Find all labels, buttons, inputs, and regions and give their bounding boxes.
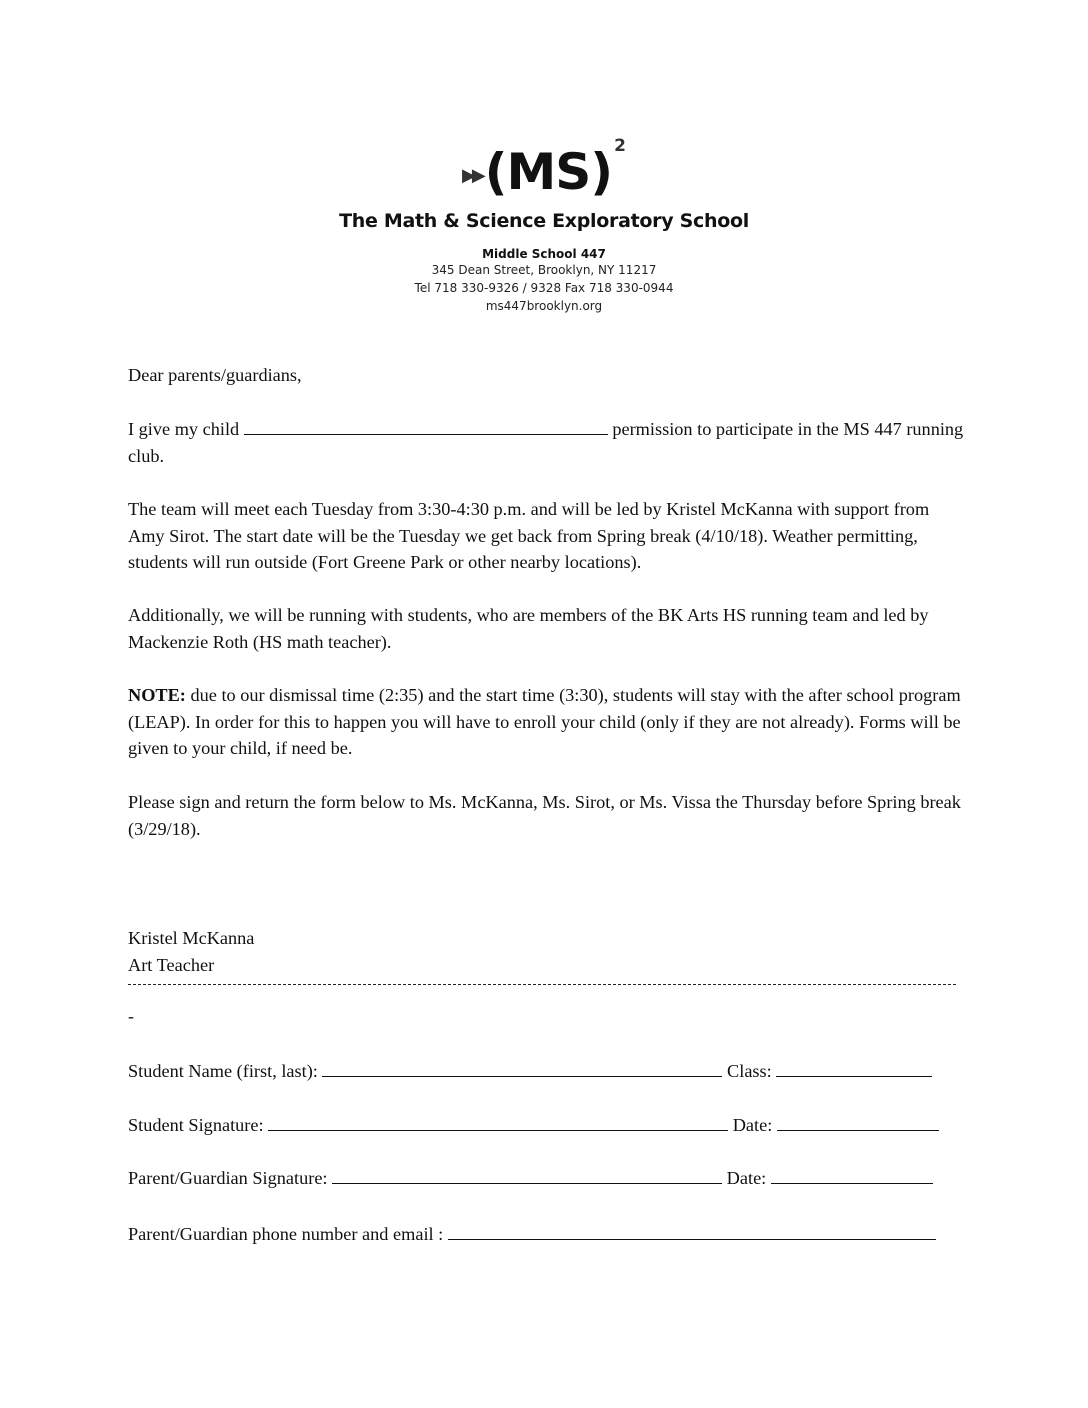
parent-date-field[interactable]: [771, 1165, 933, 1184]
contact-field[interactable]: [448, 1221, 936, 1240]
date-label: Date:: [726, 1168, 767, 1188]
student-name-label: Student Name (first, last):: [128, 1061, 318, 1081]
logo-text: (MS): [484, 143, 613, 201]
student-signature-row: [128, 1112, 939, 1138]
schedule-paragraph: The team will meet each Tuesday from 3:30-4:30 p.m. and will be led by Kristel McKanna with support from Amy Sirot. The start date will be the Tuesday we get back from Spring break (4/10/18). Weather permitting, students will run outside (Fort Greene Park or other nearby locations).: [128, 499, 930, 573]
student-signature-field[interactable]: [268, 1112, 728, 1131]
note-label: NOTE:: [128, 685, 186, 705]
greeting: Dear parents/guardians,: [128, 365, 302, 385]
school-number: Middle School 447: [482, 247, 606, 261]
permission-text-start: I give my child: [128, 419, 240, 439]
date-label: Date:: [732, 1115, 773, 1135]
student-name-row: [128, 1058, 932, 1084]
cut-line: [128, 984, 956, 985]
class-label: Class:: [727, 1061, 772, 1081]
student-date-field[interactable]: [777, 1112, 939, 1131]
parent-signature-row: [128, 1165, 933, 1191]
cut-line-tail: -: [128, 1006, 134, 1026]
student-name-field[interactable]: [322, 1058, 722, 1077]
school-phone: Tel 718 330-9326 / 9328 Fax 718 330-0944: [414, 281, 674, 295]
note-text: due to our dismissal time (2:35) and the start time (3:30), students will stay with the after school program (LEAP). In order for this to happen you will have to enroll your child (only if they are not already). Forms will be given to your child, if need be.: [128, 685, 961, 759]
signer-name: Kristel McKanna: [128, 928, 255, 948]
school-website: ms447brooklyn.org: [485, 299, 603, 313]
school-logo: [0, 136, 1088, 202]
parent-signature-field[interactable]: [332, 1165, 722, 1184]
additional-paragraph: Additionally, we will be running with students, who are members of the BK Arts HS running team and led by Mackenzie Roth (HS math teacher).: [128, 605, 929, 652]
signer-title: Art Teacher: [128, 955, 215, 975]
student-signature-label: Student Signature:: [128, 1115, 264, 1135]
note-paragraph: [128, 682, 968, 762]
letterhead: [0, 136, 1088, 315]
fast-forward-icon: ▶▶: [461, 165, 482, 186]
school-address: 345 Dean Street, Brooklyn, NY 11217: [431, 263, 657, 277]
permission-text-end: permission to participate in the MS 447 running club.: [128, 419, 964, 466]
return-instructions: Please sign and return the form below to Ms. McKanna, Ms. Sirot, or Ms. Vissa the Thursday before Spring break (3/29/18).: [128, 792, 961, 839]
school-name: The Math & Science Exploratory School: [339, 210, 749, 232]
parent-signature-label: Parent/Guardian Signature:: [128, 1168, 328, 1188]
contact-row: [128, 1221, 936, 1247]
class-field[interactable]: [776, 1058, 932, 1077]
logo-superscript: 2: [614, 136, 626, 156]
permission-paragraph: [128, 416, 968, 469]
contact-label: Parent/Guardian phone number and email :: [128, 1224, 444, 1244]
child-name-blank[interactable]: [244, 416, 608, 435]
